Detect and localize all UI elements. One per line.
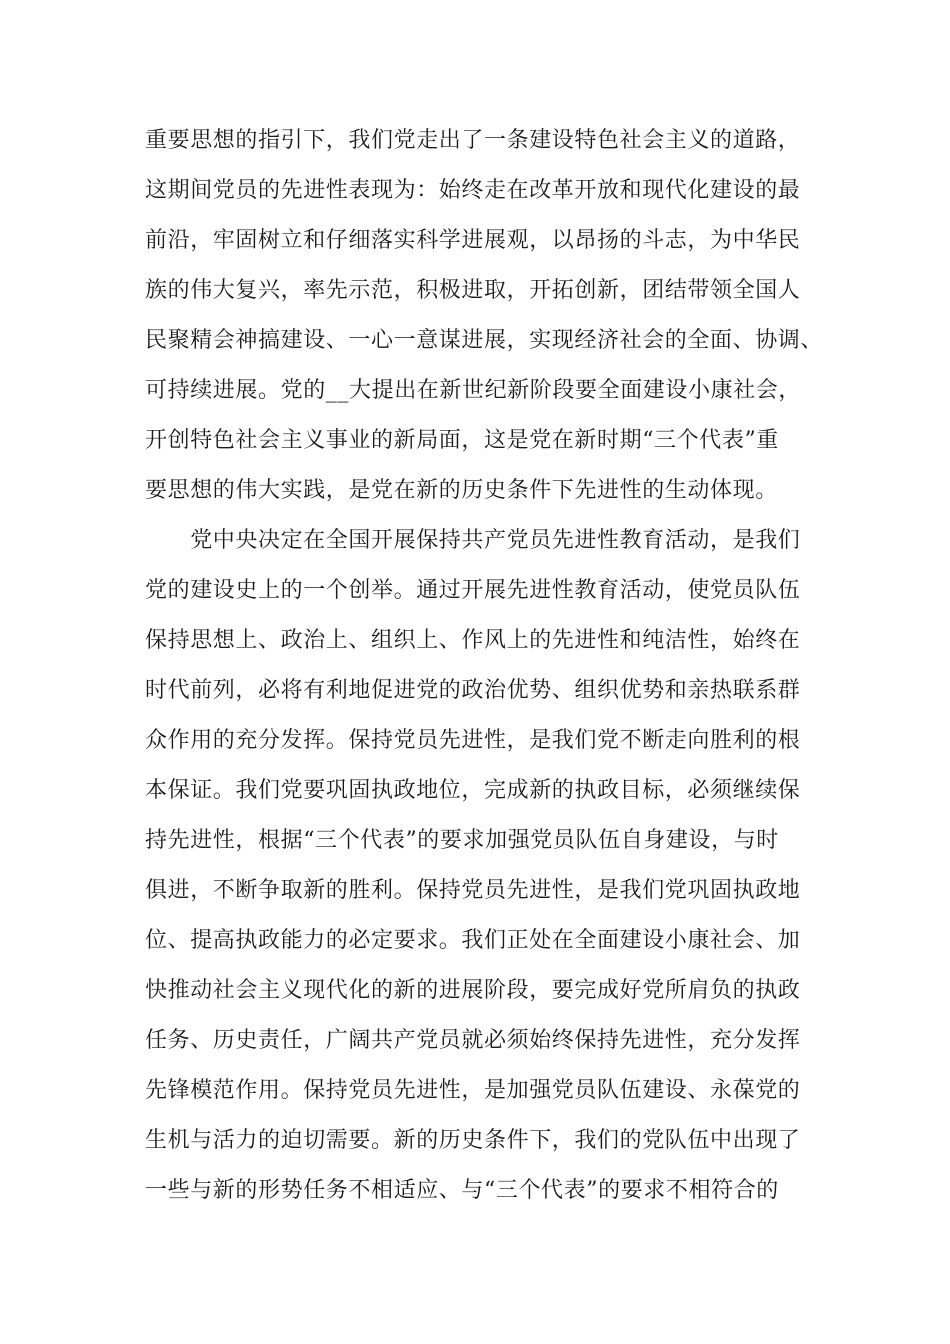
- text-line: 党中央决定在全国开展保持共产党员先进性教育活动，是我们: [145, 528, 801, 553]
- text-line: 要思想的伟大实践，是党在新的历史条件下先进性的生动体现。: [145, 478, 778, 503]
- text-line: 前沿，牢固树立和仔细落实科学进展观，以昂扬的斗志，为中华民: [145, 228, 801, 253]
- text-line: 这期间党员的先进性表现为：始终走在改革开放和现代化建设的最: [145, 178, 801, 203]
- text-line: 快推动社会主义现代化的新的进展阶段，要完成好党所肩负的执政: [145, 978, 801, 1003]
- text-line: 一些与新的形势任务不相适应、与“三个代表”的要求不相符合的: [145, 1178, 779, 1203]
- text-line: 任务、历史责任，广阔共产党员就必须始终保持先进性，充分发挥: [145, 1028, 801, 1053]
- text-line: 众作用的充分发挥。保持党员先进性，是我们党不断走向胜利的根: [145, 728, 801, 753]
- text-line: 先锋模范作用。保持党员先进性，是加强党员队伍建设、永葆党的: [145, 1078, 801, 1103]
- text-line: 党的建设史上的一个创举。通过开展先进性教育活动，使党员队伍: [145, 578, 801, 603]
- text-line: 重要思想的指引下，我们党走出了一条建设特色社会主义的道路，: [145, 128, 801, 153]
- text-line: 可持续进展。党的__大提出在新世纪新阶段要全面建设小康社会，: [145, 378, 802, 403]
- text-line: 开创特色社会主义事业的新局面，这是党在新时期“三个代表”重: [145, 428, 779, 453]
- text-line: 持先进性，根据“三个代表”的要求加强党员队伍自身建设，与时: [145, 828, 779, 853]
- text-line: 保持思想上、政治上、组织上、作风上的先进性和纯洁性，始终在: [145, 628, 801, 653]
- text-line: 位、提高执政能力的必定要求。我们正处在全面建设小康社会、加: [145, 928, 801, 953]
- text-line: 本保证。我们党要巩固执政地位，完成新的执政目标，必须继续保: [145, 778, 801, 803]
- text-line: 生机与活力的迫切需要。新的历史条件下，我们的党队伍中出现了: [145, 1128, 801, 1153]
- text-line: 族的伟大复兴，率先示范，积极进取，开拓创新，团结带领全国人: [145, 278, 801, 303]
- text-line: 俱进，不断争取新的胜利。保持党员先进性，是我们党巩固执政地: [145, 878, 801, 903]
- text-line: 民聚精会神搞建设、一心一意谋进展，实现经济社会的全面、协调、: [145, 328, 824, 353]
- text-line: 时代前列，必将有利地促进党的政治优势、组织优势和亲热联系群: [145, 678, 801, 703]
